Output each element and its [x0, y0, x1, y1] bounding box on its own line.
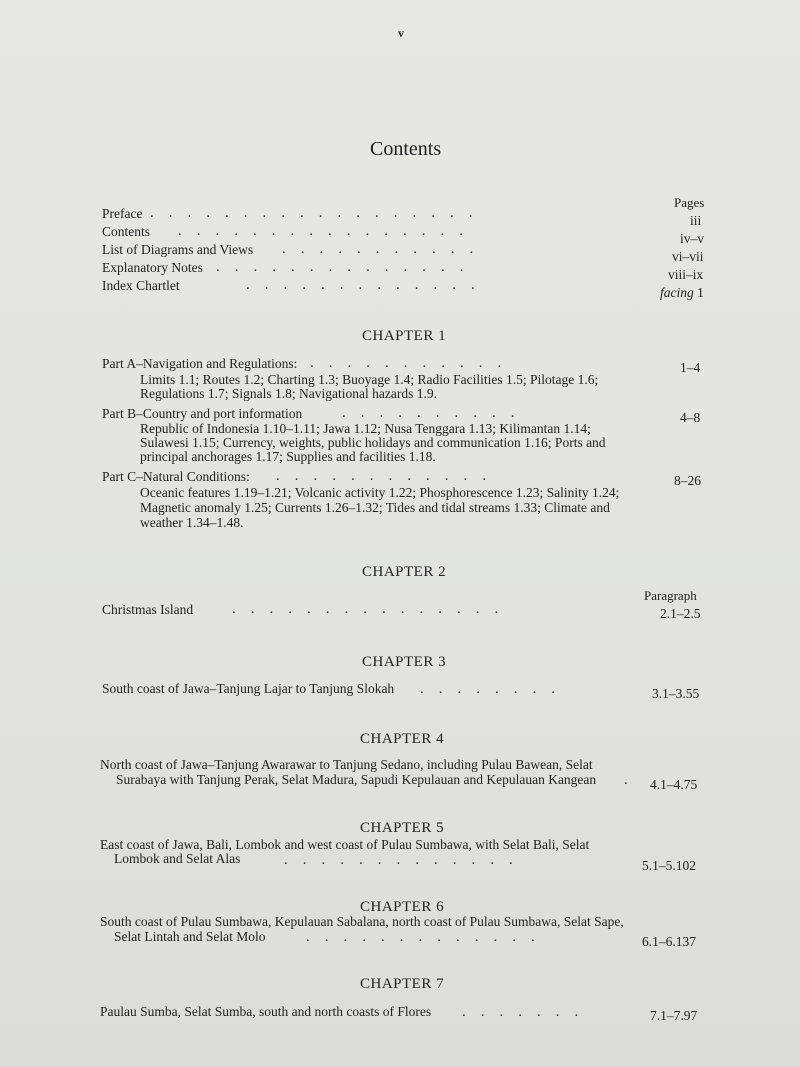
ch4-line2: Surabaya with Tanjung Perak, Selat Madura, Sapudi Kepulauan and Kepulauan Kangean: [116, 772, 597, 787]
ch5-line1: East coast of Jawa, Bali, Lombok and west coast of Pulau Sumbawa, with Selat Bali, Selat: [100, 837, 590, 852]
chapter-7-heading: CHAPTER 7: [360, 976, 445, 992]
ch3-ref: 3.1–3.55: [652, 686, 700, 701]
page-title: Contents: [370, 138, 442, 160]
ch1-part-c-title: Part C–Natural Conditions:: [102, 469, 250, 484]
toc-page-chartlet: [660, 285, 704, 301]
toc-page-preface: iii: [690, 213, 702, 228]
leader-dots: ...............: [232, 601, 514, 617]
ch7-entry: Paulau Sumba, Selat Sumba, south and north coasts of Flores: [100, 1004, 432, 1019]
chapter-2-heading: CHAPTER 2: [362, 564, 447, 580]
ch1-part-b-pages: 4–8: [680, 410, 701, 425]
ch2-ref: 2.1–2.5: [660, 606, 701, 621]
toc-page-explanatory: viii–ix: [668, 267, 704, 282]
ch1-part-a-title: Part A–Navigation and Regulations:: [102, 356, 298, 371]
ch7-ref: 7.1–7.97: [650, 1008, 698, 1023]
page-number: v: [398, 26, 404, 40]
leader-dots: ...........: [310, 355, 517, 371]
toc-entry-explanatory: Explanatory Notes: [102, 260, 203, 275]
paragraph-column-header: Paragraph: [644, 588, 697, 603]
chapter-1-heading: CHAPTER 1: [362, 328, 447, 344]
ch1-part-b-line2: Sulawesi 1.15; Currency, weights, public holidays and communication 1.16; Ports and: [140, 435, 606, 450]
toc-entry-chartlet: Index Chartlet: [102, 278, 180, 293]
leader-dots: ..........: [342, 405, 530, 421]
toc-page-contents: iv–v: [680, 231, 705, 246]
toc-entry-preface: Preface: [102, 206, 143, 221]
ch1-part-c-line3: weather 1.34–1.48.: [140, 515, 244, 530]
ch1-part-c-line2: Magnetic anomaly 1.25; Currents 1.26–1.32; Tides and tidal streams 1.33; Climate and: [140, 500, 610, 515]
ch1-part-c-pages: 8–26: [674, 473, 701, 488]
leader-dots: .............: [306, 929, 550, 945]
ch6-line1: South coast of Pulau Sumbawa, Kepulauan Sabalana, north coast of Pulau Sumbawa, Selat Sape,: [100, 914, 624, 929]
ch1-part-c-line1: Oceanic features 1.19–1.21; Volcanic activity 1.22; Phosphorescence 1.23; Salinity 1.24;: [140, 485, 620, 500]
leader-dots: ..................: [150, 205, 488, 221]
toc-entry-contents: Contents: [102, 224, 151, 239]
leader-dots: ............: [276, 468, 501, 484]
toc-page-diagrams: vi–vii: [672, 249, 704, 264]
chapter-5-heading: CHAPTER 5: [360, 820, 445, 836]
leader-dots: ..............: [216, 259, 479, 275]
ch4-ref: 4.1–4.75: [650, 777, 698, 792]
chapter-6-heading: CHAPTER 6: [360, 899, 445, 915]
leader-dots: ................: [178, 223, 478, 239]
leader-dots: ........: [420, 681, 570, 697]
leader-dots: .......: [462, 1004, 594, 1020]
ch5-line2: Lombok and Selat Alas: [114, 851, 241, 866]
ch1-part-a-pages: 1–4: [680, 360, 701, 375]
facing-page: 1: [697, 285, 704, 300]
ch2-entry: Christmas Island: [102, 602, 194, 617]
ch5-ref: 5.1–5.102: [642, 858, 696, 873]
pages-column-header: Pages: [674, 195, 705, 210]
chapter-3-heading: CHAPTER 3: [362, 654, 447, 670]
leader-dots: .............: [246, 277, 490, 293]
ch6-ref: 6.1–6.137: [642, 934, 696, 949]
ch1-part-b-line1: Republic of Indonesia 1.10–1.11; Jawa 1.12; Nusa Tenggara 1.13; Kilimantan 1.14;: [140, 421, 591, 436]
chapter-4-heading: CHAPTER 4: [360, 731, 445, 747]
ch1-part-a-line1: Limits 1.1; Routes 1.2; Charting 1.3; Buoyage 1.4; Radio Facilities 1.5; Pilotage 1.6;: [140, 372, 599, 387]
ch6-line2: Selat Lintah and Selat Molo: [114, 929, 266, 944]
facing-label: facing: [660, 285, 694, 300]
ch1-part-a-line2: Regulations 1.7; Signals 1.8; Navigational hazards 1.9.: [140, 386, 437, 401]
leader-dots: ...........: [282, 241, 489, 257]
ch1-part-b-title: Part B–Country and port information: [102, 406, 303, 421]
leader-dots: .............: [284, 852, 528, 868]
ch3-entry: South coast of Jawa–Tanjung Lajar to Tanjung Slokah: [102, 681, 395, 696]
ch1-part-b-line3: principal anchorages 1.17; Supplies and facilities 1.18.: [140, 449, 436, 464]
ch4-line1: North coast of Jawa–Tanjung Awarawar to Tanjung Sedano, including Pulau Bawean, Selat: [100, 757, 593, 772]
leader-dots: .: [624, 772, 643, 788]
toc-entry-diagrams: List of Diagrams and Views: [102, 242, 254, 257]
